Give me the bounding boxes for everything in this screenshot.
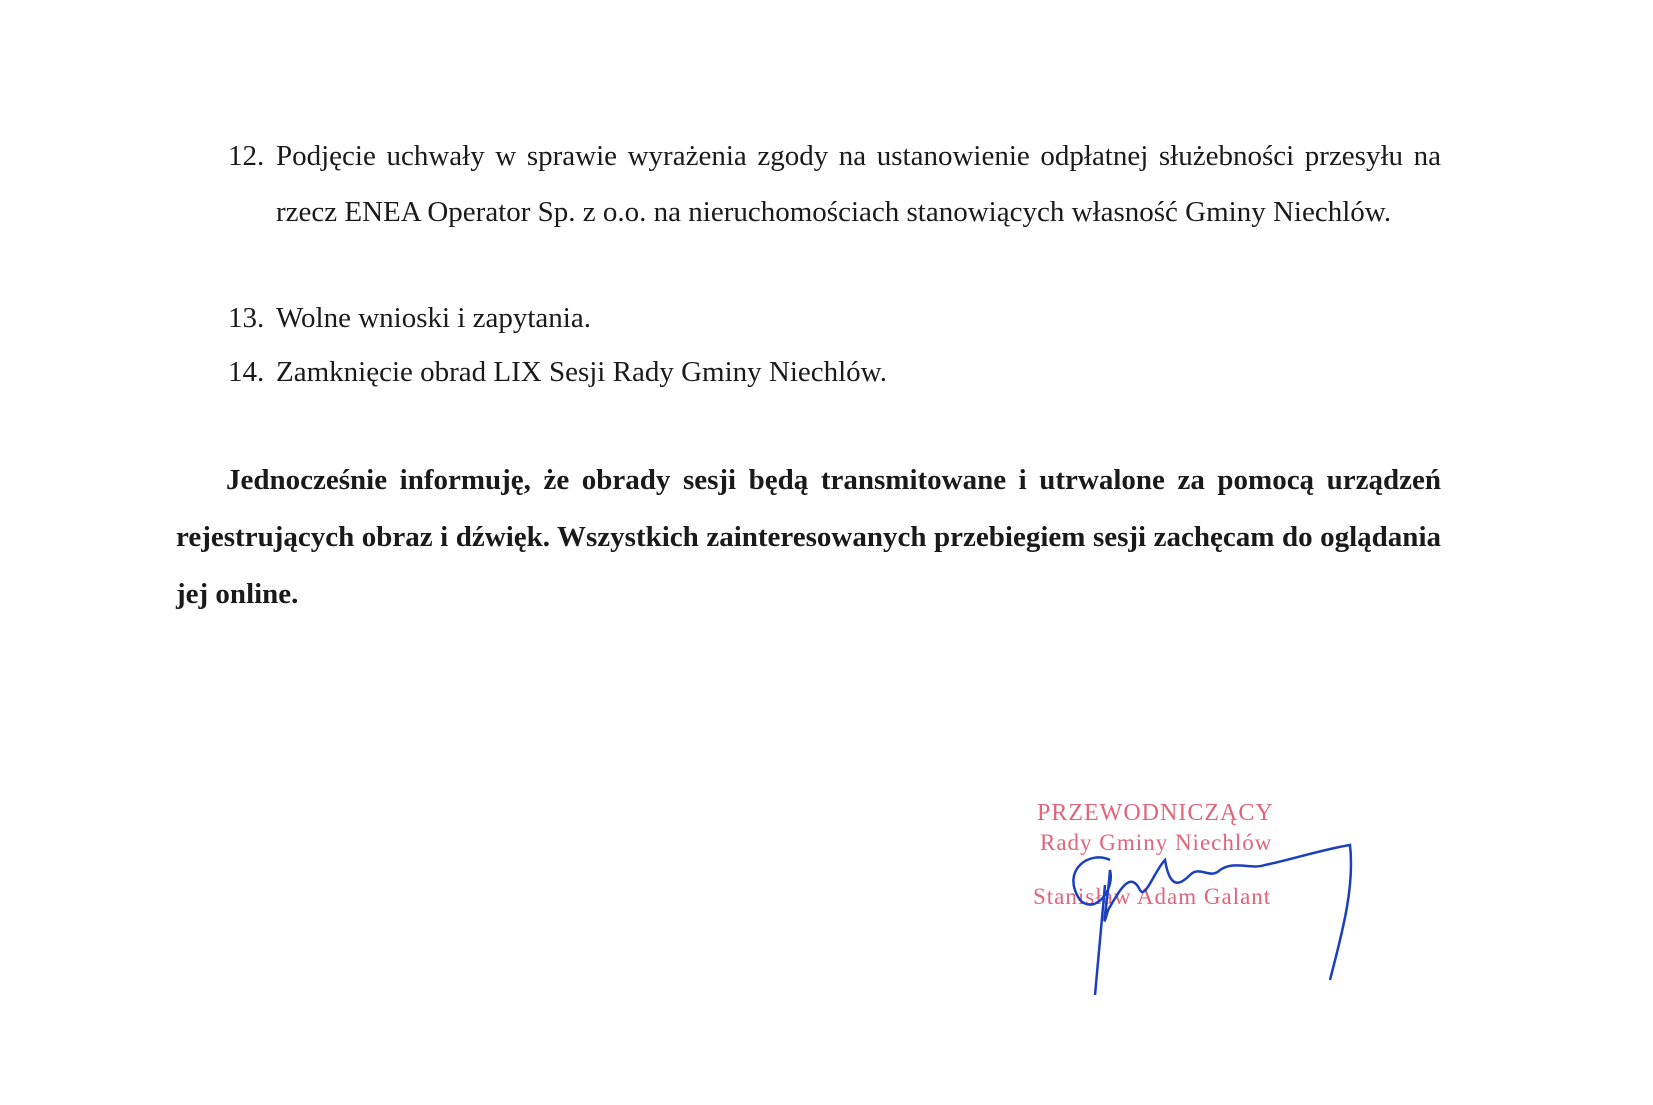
item-text: Wolne wnioski i zapytania.	[276, 302, 591, 334]
item-number: 12.	[228, 140, 265, 172]
stamp-title: PRZEWODNICZĄCY	[1037, 800, 1274, 826]
signature-icon	[1020, 830, 1420, 1000]
stamp-body: Rady Gminy Niechlów	[1040, 830, 1273, 855]
item-text: Podjęcie uchwały w sprawie wyrażenia zgody na ustanowienie odpłatnej służebności przesyłu na rzecz ENEA Operator Sp. z o.o. na nieruchomościach stanowiących własność Gminy Niechlów.	[276, 140, 1441, 228]
stamp-name: Stanisław Adam Galant	[1033, 884, 1272, 909]
notice-paragraph: Jednocześnie informuję, że obrady sesji będą transmitowane i utrwalone za pomocą urządzeń rejestrujących obraz i dźwięk. Wszystkich zainteresowanych przebiegiem sesji zachęcam do oglądania jej online.	[176, 464, 1441, 610]
item-number: 13.	[228, 302, 265, 334]
item-number: 14.	[228, 356, 265, 388]
item-text: Zamknięcie obrad LIX Sesji Rady Gminy Niechlów.	[276, 356, 887, 388]
